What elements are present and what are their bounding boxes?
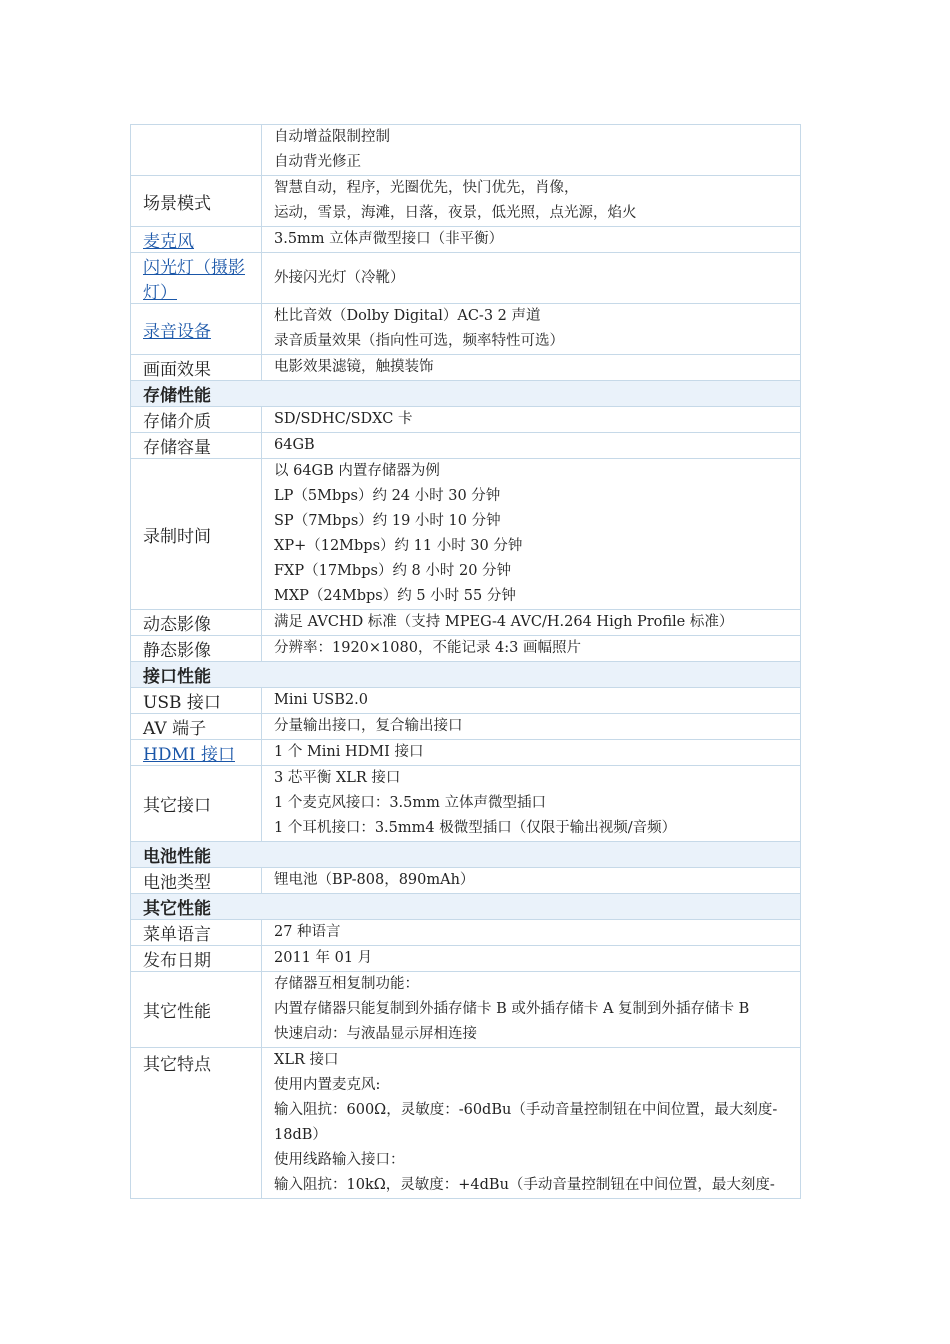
spec-value-cell: [262, 459, 801, 610]
spec-row: [131, 253, 801, 304]
spec-row: [131, 920, 801, 946]
spec-value-line: 使用线路输入接口：: [274, 1152, 405, 1168]
spec-value-line: 1 个 Mini HDMI 接口: [274, 744, 424, 760]
spec-row: [131, 868, 801, 894]
spec-value-line: 27 种语言: [274, 924, 341, 940]
spec-label-cell: [131, 125, 262, 176]
section-header-row: [131, 662, 801, 688]
spec-label-cell: 存储容量: [131, 433, 262, 459]
spec-value-cell: [262, 636, 801, 662]
spec-value-cell: [262, 125, 801, 176]
spec-value-line: 存储器互相复制功能：: [274, 976, 419, 992]
spec-value-line: SD/SDHC/SDXC 卡: [274, 411, 413, 427]
spec-row: [131, 972, 801, 1048]
spec-row: [131, 433, 801, 459]
spec-label-cell: 菜单语言: [131, 920, 262, 946]
spec-value-cell: [262, 740, 801, 766]
spec-label-cell: [131, 740, 262, 766]
spec-value-cell: [262, 868, 801, 894]
spec-value-line: XP+（12Mbps）约 11 小时 30 分钟: [274, 538, 523, 554]
spec-row: [131, 1048, 801, 1199]
spec-label-link[interactable]: 录音设备: [143, 321, 211, 342]
spec-row: [131, 714, 801, 740]
spec-row: [131, 304, 801, 355]
spec-value-cell: [262, 688, 801, 714]
spec-value-line: 快速启动：与液晶显示屏相连接: [274, 1026, 477, 1042]
spec-value-cell: [262, 610, 801, 636]
spec-label-cell: USB 接口: [131, 688, 262, 714]
spec-row: [131, 610, 801, 636]
spec-label-link[interactable]: 闪光灯（摄影灯）: [143, 258, 245, 303]
spec-value-cell: [262, 176, 801, 227]
spec-value-line: 1 个耳机接口：3.5mm4 极微型插口（仅限于输出视频/音频）: [274, 820, 677, 836]
spec-row: [131, 636, 801, 662]
spec-value-line: 自动增益限制控制: [274, 129, 390, 145]
spec-label-cell: AV 端子: [131, 714, 262, 740]
spec-value-line: 输入阻抗：600Ω，灵敏度：-60dBu（手动音量控制钮在中间位置，最大刻度-: [274, 1102, 778, 1118]
spec-value-line: 分量输出接口，复合输出接口: [274, 718, 463, 734]
spec-value-line: Mini USB2.0: [274, 692, 368, 708]
spec-value-line: 外接闪光灯（冷靴）: [274, 269, 405, 286]
spec-value-line: 智慧自动，程序，光圈优先，快门优先，肖像，: [274, 180, 579, 196]
spec-label-cell: 存储介质: [131, 407, 262, 433]
spec-label-link[interactable]: HDMI 接口: [143, 745, 235, 765]
spec-row: [131, 407, 801, 433]
section-header-row: [131, 894, 801, 920]
spec-value-line: 内置存储器只能复制到外插存储卡 B 或外插存储卡 A 复制到外插存储卡 B: [274, 1001, 750, 1017]
spec-label-cell: 其它特点: [131, 1048, 262, 1199]
spec-label-cell: 电池类型: [131, 868, 262, 894]
spec-value-cell: [262, 714, 801, 740]
spec-row: [131, 740, 801, 766]
section-title: 存储性能: [131, 381, 801, 407]
spec-label-cell: 其它性能: [131, 972, 262, 1048]
section-title: 电池性能: [131, 842, 801, 868]
spec-table-body: [131, 125, 801, 1199]
spec-value-line: 18dB）: [274, 1127, 327, 1143]
spec-label-cell: 录制时间: [131, 459, 262, 610]
spec-value-line: 锂电池（BP-808，890mAh）: [274, 872, 475, 888]
spec-value-cell: [262, 304, 801, 355]
spec-row: [131, 227, 801, 253]
spec-value-cell: [262, 253, 801, 304]
section-title: 接口性能: [131, 662, 801, 688]
spec-label-cell: 画面效果: [131, 355, 262, 381]
spec-value-line: 录音质量效果（指向性可选，频率特性可选）: [274, 333, 564, 349]
spec-label-cell: 动态影像: [131, 610, 262, 636]
spec-row: [131, 766, 801, 842]
spec-label-cell: 其它接口: [131, 766, 262, 842]
spec-value-line: 运动，雪景，海滩，日落，夜景，低光照，点光源，焰火: [274, 205, 637, 221]
spec-value-line: 使用内置麦克风:: [274, 1077, 381, 1093]
spec-label-cell: [131, 304, 262, 355]
spec-value-line: 电影效果滤镜，触摸装饰: [274, 359, 434, 375]
spec-row: [131, 125, 801, 176]
spec-value-line: LP（5Mbps）约 24 小时 30 分钟: [274, 488, 501, 504]
spec-value-line: 自动背光修正: [274, 154, 361, 170]
spec-value-line: 杜比音效（Dolby Digital）AC-3 2 声道: [274, 308, 541, 324]
spec-value-cell: [262, 946, 801, 972]
spec-value-line: XLR 接口: [274, 1052, 339, 1068]
spec-value-line: 3 芯平衡 XLR 接口: [274, 770, 401, 786]
spec-value-line: 分辨率：1920×1080，不能记录 4:3 画幅照片: [274, 640, 582, 656]
spec-value-cell: [262, 766, 801, 842]
spec-label-cell: 场景模式: [131, 176, 262, 227]
spec-label-cell: [131, 253, 262, 304]
spec-value-line: 2011 年 01 月: [274, 950, 373, 966]
spec-label-cell: [131, 227, 262, 253]
spec-label-link[interactable]: 麦克风: [143, 232, 194, 252]
spec-value-line: FXP（17Mbps）约 8 小时 20 分钟: [274, 563, 512, 579]
spec-value-line: MXP（24Mbps）约 5 小时 55 分钟: [274, 588, 516, 604]
spec-value-cell: [262, 972, 801, 1048]
section-header-row: [131, 842, 801, 868]
spec-value-line: SP（7Mbps）约 19 小时 10 分钟: [274, 513, 501, 529]
spec-value-line: 64GB: [274, 437, 315, 453]
spec-label-cell: 发布日期: [131, 946, 262, 972]
spec-value-line: 3.5mm 立体声微型接口（非平衡）: [274, 231, 504, 247]
spec-value-cell: [262, 920, 801, 946]
spec-row: [131, 946, 801, 972]
spec-row: [131, 355, 801, 381]
spec-value-line: 满足 AVCHD 标准（支持 MPEG-4 AVC/H.264 High Profile 标准）: [274, 614, 734, 630]
spec-row: [131, 176, 801, 227]
spec-table: [130, 124, 801, 1199]
spec-label-cell: 静态影像: [131, 636, 262, 662]
spec-value-cell: [262, 355, 801, 381]
section-title: 其它性能: [131, 894, 801, 920]
spec-value-cell: [262, 407, 801, 433]
spec-row: [131, 688, 801, 714]
spec-value-cell: [262, 1048, 801, 1199]
section-header-row: [131, 381, 801, 407]
spec-value-line: 输入阻抗：10kΩ，灵敏度：+4dBu（手动音量控制钮在中间位置，最大刻度-: [274, 1177, 775, 1193]
spec-row: [131, 459, 801, 610]
spec-value-line: 以 64GB 内置存储器为例: [274, 463, 440, 479]
spec-value-line: 1 个麦克风接口：3.5mm 立体声微型插口: [274, 795, 547, 811]
spec-value-cell: [262, 433, 801, 459]
spec-value-cell: [262, 227, 801, 253]
